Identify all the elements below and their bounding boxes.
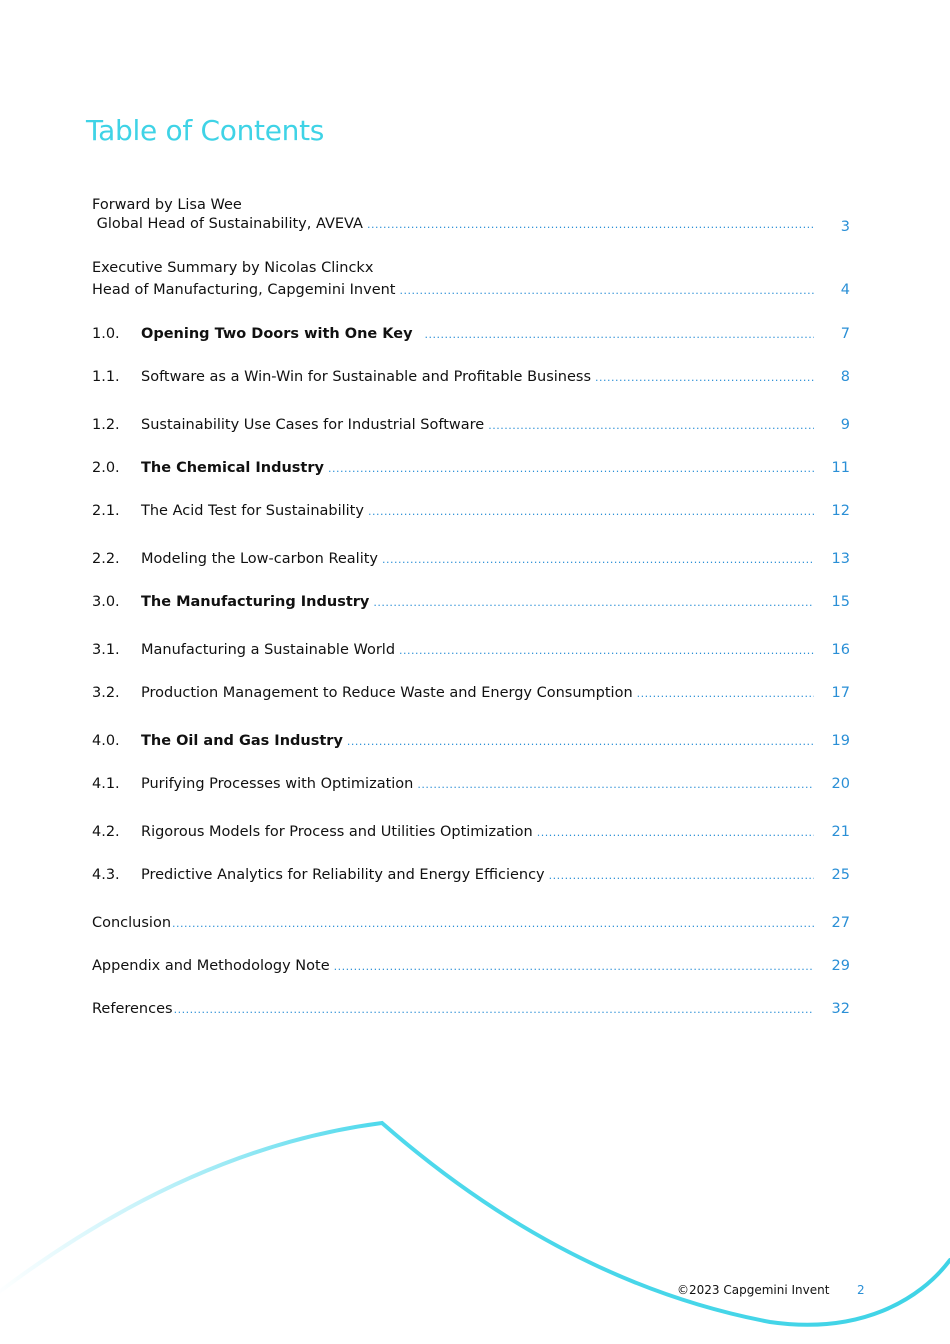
dot-leader [367, 215, 814, 234]
toc-page-number[interactable]: 15 [831, 594, 850, 610]
toc-entry[interactable] [92, 732, 850, 751]
toc-page-number[interactable]: 12 [831, 503, 850, 519]
toc-page-number[interactable]: 11 [831, 460, 850, 476]
dot-leader [537, 823, 814, 842]
decorative-wave [0, 1100, 950, 1344]
toc-page-number[interactable]: 25 [831, 867, 850, 883]
dot-leader [488, 416, 814, 435]
toc-entry[interactable] [92, 684, 850, 703]
toc-page-number[interactable]: 21 [831, 824, 850, 840]
toc-entry-number: 3.2. [92, 685, 120, 701]
footer-copyright: ©2023 Capgemini Invent [677, 1283, 830, 1297]
toc-page-number[interactable]: 17 [831, 685, 850, 701]
dot-leader [417, 775, 814, 794]
toc-entry-text: Software as a Win-Win for Sustainable and Profitable Business [141, 369, 592, 385]
toc-entry[interactable] [92, 641, 850, 660]
toc-entry-text: Rigorous Models for Process and Utilities Optimization [141, 824, 533, 840]
toc-page-number[interactable]: 19 [831, 733, 850, 749]
toc-entry[interactable] [92, 325, 850, 344]
toc-entry-text: Conclusion [92, 915, 172, 931]
toc-entry-number: 2.1. [92, 503, 120, 519]
toc-page-number[interactable]: 20 [831, 776, 850, 792]
dot-leader [334, 957, 814, 976]
toc-entry-number: 3.0. [92, 594, 120, 610]
dot-leader [382, 550, 814, 569]
toc-entry-text: References [92, 1001, 173, 1017]
toc-entry-text: Predictive Analytics for Reliability and Energy Efficiency [141, 867, 545, 883]
dot-leader [368, 502, 814, 521]
toc-entry[interactable] [92, 416, 850, 435]
toc-page-number[interactable]: 13 [831, 551, 850, 567]
toc-entry-number: 2.2. [92, 551, 120, 567]
toc-entry-references[interactable] [92, 1000, 850, 1019]
toc-entry-text: Head of Manufacturing, Capgemini Invent [92, 282, 396, 298]
dot-leader [637, 684, 814, 703]
dot-leader [373, 593, 814, 612]
toc-entry-executive[interactable] [92, 259, 850, 300]
toc-entry[interactable] [92, 866, 850, 885]
toc-entry-line1: Executive Summary by Nicolas Clinckx [92, 260, 374, 276]
toc-page-number[interactable]: 32 [831, 1001, 850, 1017]
footer-page-number: 2 [857, 1283, 865, 1297]
toc-entry-line1: Forward by Lisa Wee [92, 197, 242, 213]
toc-page-number[interactable]: 8 [840, 369, 850, 385]
toc-page-number[interactable]: 16 [831, 642, 850, 658]
toc-entry-conclusion[interactable] [92, 914, 850, 933]
toc-entry-text: Manufacturing a Sustainable World [141, 642, 396, 658]
toc-entry-text: The Manufacturing Industry [141, 594, 370, 610]
page-title: Table of Contents [86, 114, 325, 147]
toc-entry-text: Appendix and Methodology Note [92, 958, 330, 974]
dot-leader [595, 368, 814, 387]
toc-entry-number: 1.1. [92, 369, 120, 385]
toc-entry-row [92, 215, 850, 234]
toc-entry[interactable] [92, 459, 850, 478]
toc-entry-text: The Oil and Gas Industry [141, 733, 343, 749]
dot-leader [174, 1000, 814, 1019]
toc-page-number[interactable]: 27 [831, 915, 850, 931]
toc-entry-number: 4.1. [92, 776, 120, 792]
toc-entry-number: 4.2. [92, 824, 120, 840]
toc-entry-appendix[interactable] [92, 957, 850, 976]
toc-entry-number: 4.3. [92, 867, 120, 883]
toc-entry-text: Global Head of Sustainability, AVEVA [92, 216, 363, 232]
dot-leader [425, 325, 814, 344]
toc-page-number[interactable]: 9 [840, 417, 850, 433]
toc-entry-text: The Chemical Industry [141, 460, 324, 476]
toc-entry-text: Sustainability Use Cases for Industrial Software [141, 417, 485, 433]
toc-entry-forward[interactable] [92, 196, 850, 234]
toc-entry-text: Purifying Processes with Optimization [141, 776, 414, 792]
dot-leader [347, 732, 814, 751]
toc-page-number[interactable]: 4 [840, 282, 850, 298]
toc-entry-number: 2.0. [92, 460, 120, 476]
toc-entry-text: Production Management to Reduce Waste and Energy Consumption [141, 685, 633, 701]
toc-entry-text: Opening Two Doors with One Key [141, 326, 413, 342]
toc-entry-row [92, 281, 850, 300]
toc-entry-number: 3.1. [92, 642, 120, 658]
dot-leader [172, 914, 814, 933]
toc-entry[interactable] [92, 368, 850, 387]
dot-leader [399, 641, 814, 660]
toc-entry-number: 1.2. [92, 417, 120, 433]
toc-entry[interactable] [92, 550, 850, 569]
toc-entry[interactable] [92, 823, 850, 842]
toc-entry[interactable] [92, 502, 850, 521]
toc-entry-text: The Acid Test for Sustainability [141, 503, 364, 519]
toc-page-number[interactable]: 29 [831, 958, 850, 974]
toc-entry-number: 4.0. [92, 733, 120, 749]
toc-entry-number: 1.0. [92, 326, 120, 342]
toc-page-number[interactable]: 7 [840, 326, 850, 342]
toc-page-number[interactable]: 3 [840, 219, 850, 235]
toc-entry[interactable] [92, 775, 850, 794]
toc-entry[interactable] [92, 593, 850, 612]
dot-leader [400, 281, 815, 300]
toc-entry-text: Modeling the Low-carbon Reality [141, 551, 379, 567]
dot-leader [549, 866, 814, 885]
dot-leader [328, 459, 814, 478]
